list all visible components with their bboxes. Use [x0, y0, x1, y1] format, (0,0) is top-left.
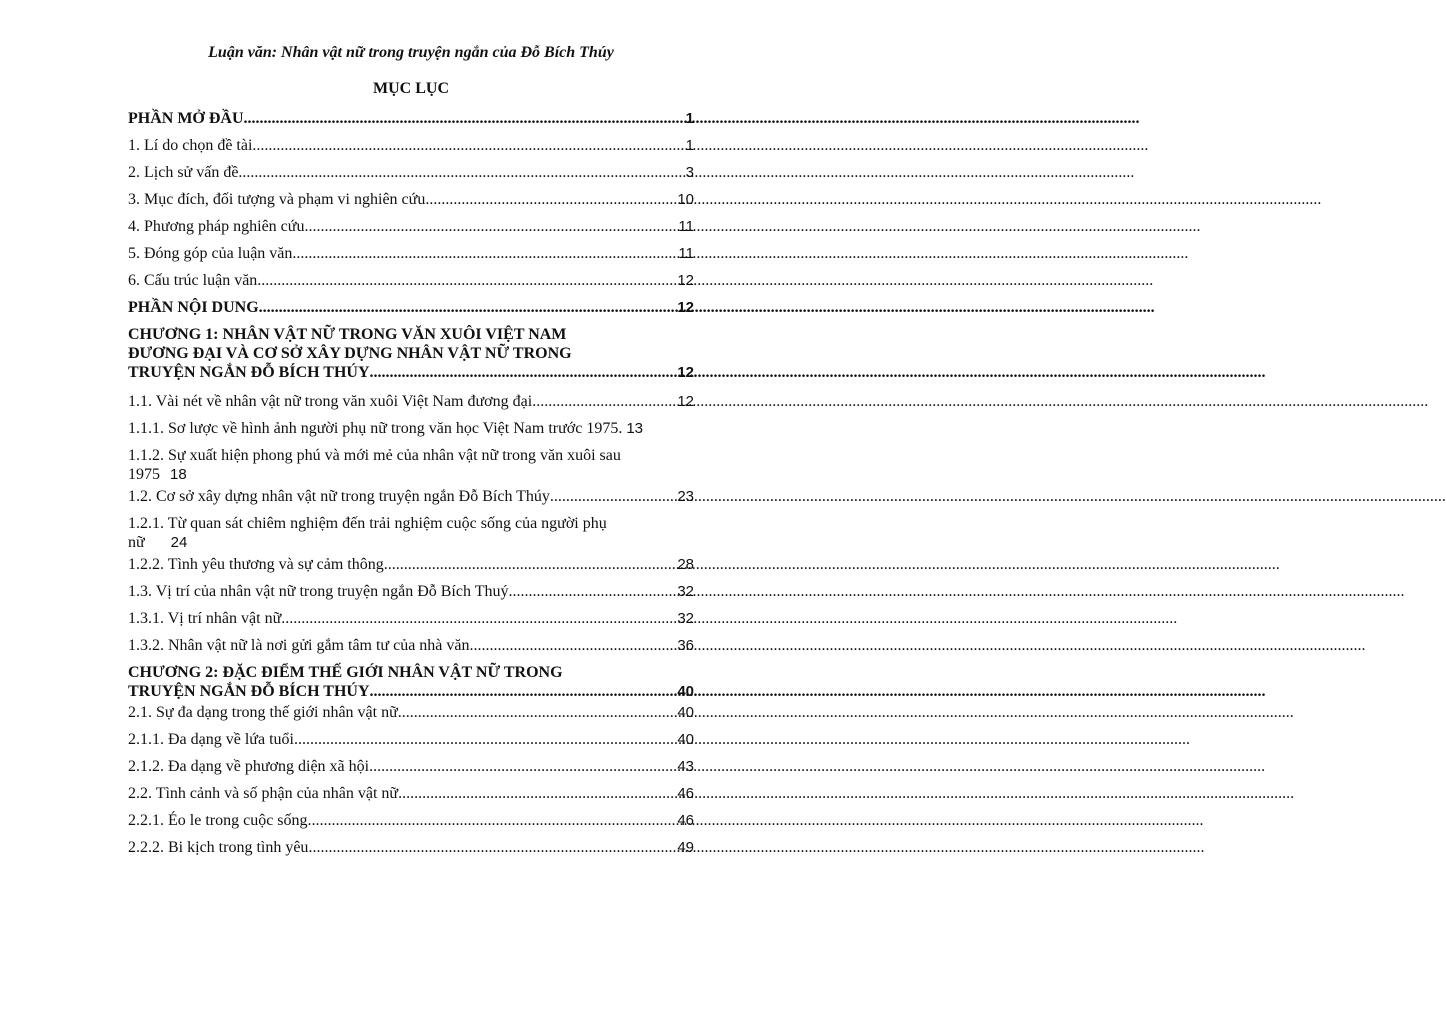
toc-entry-page: 32 — [677, 583, 694, 600]
toc-entry[interactable] — [128, 382, 694, 411]
toc-leader — [252, 136, 685, 155]
toc-entry-page: 49 — [677, 839, 694, 856]
toc-entry-page: 23 — [677, 488, 694, 505]
toc-entry[interactable] — [128, 701, 694, 722]
toc-entry-page: 12 — [677, 272, 694, 289]
toc-entry-text: 1. Lí do chọn đề tài — [128, 137, 253, 154]
toc-entry-text-line1: 1.1.2. Sự xuất hiện phong phú và mới mẻ của nhân vật nữ trong văn xuôi sau — [128, 447, 621, 464]
toc-leader — [508, 582, 677, 601]
toc-entry[interactable] — [128, 484, 694, 506]
toc-entry-text-line2: nữ — [128, 534, 145, 551]
toc-entry-text: 1.3. Vị trí của nhân vật nữ trong truyện ngắn Đỗ Bích Thuý — [128, 583, 509, 600]
toc-entry[interactable] — [128, 128, 694, 155]
toc-entry[interactable] — [128, 101, 694, 128]
toc-entry[interactable] — [128, 290, 694, 317]
toc-leader — [281, 609, 677, 628]
toc-entry[interactable] — [128, 155, 694, 182]
toc-entry-page: 46 — [677, 785, 694, 802]
toc-entry-text: 2.2.1. Éo le trong cuộc sống — [128, 812, 308, 829]
toc-entry-text: 1.2.2. Tình yêu thương và sự cảm thông — [128, 556, 384, 573]
table-of-contents — [128, 101, 694, 857]
toc-entry[interactable] — [128, 601, 694, 628]
toc-entry-page: 11 — [678, 218, 694, 235]
toc-entry-wrapped[interactable] — [128, 514, 694, 552]
toc-entry-text: 1.1.1. Sơ lược về hình ảnh người phụ nữ trong văn học Việt Nam trước 1975. — [128, 420, 623, 437]
toc-entry-page: 3 — [685, 164, 694, 181]
toc-leader — [308, 838, 677, 857]
toc-entry-page: 12 — [677, 299, 694, 316]
toc-entry-page: 13 — [626, 420, 644, 437]
toc-entry-text: 2.2. Tình cảnh và số phận của nhân vật nữ — [128, 785, 399, 802]
toc-leader — [308, 811, 678, 830]
toc-entry-text: 2.1.1. Đa dạng về lứa tuổi — [128, 731, 294, 748]
toc-leader — [398, 784, 677, 803]
toc-entry-text: 2.1.2. Đa dạng về phương diện xã hội — [128, 758, 370, 775]
toc-entry[interactable] — [128, 830, 694, 857]
toc-entry-text-line2: ĐƯƠNG ĐẠI VÀ CƠ SỞ XÂY DỰNG NHÂN VẬT NỮ TRONG — [128, 345, 572, 362]
toc-entry-text: 1.2. Cơ sở xây dựng nhân vật nữ trong truyện ngắn Đỗ Bích Thúy — [128, 488, 550, 505]
toc-entry-text: 2.2.2. Bi kịch trong tình yêu — [128, 839, 309, 856]
toc-entry-page: 1 — [685, 110, 694, 127]
toc-entry[interactable] — [128, 182, 694, 209]
toc-entry[interactable] — [128, 803, 694, 830]
toc-entry-page: 36 — [677, 637, 694, 654]
toc-leader — [292, 244, 678, 263]
toc-entry-text: 6. Cấu trúc luận văn — [128, 272, 258, 289]
toc-entry[interactable] — [128, 263, 694, 290]
toc-leader — [294, 730, 677, 749]
toc-chapter-entry[interactable] — [128, 663, 694, 701]
toc-entry-wrapped[interactable] — [128, 446, 694, 484]
toc-entry-text: 1.3.2. Nhân vật nữ là nơi gửi gắm tâm tư của nhà văn — [128, 637, 470, 654]
toc-leader — [550, 487, 677, 506]
toc-entry-page: 12 — [677, 364, 694, 381]
toc-entry[interactable] — [128, 776, 694, 803]
toc-entry-page: 28 — [677, 556, 694, 573]
toc-leader — [425, 190, 677, 209]
toc-entry-page: 40 — [677, 704, 694, 721]
toc-entry-text-line1: CHƯƠNG 2: ĐẶC ĐIỂM THẾ GIỚI NHÂN VẬT NỮ TRONG — [128, 664, 563, 681]
toc-leader — [370, 363, 678, 382]
toc-entry-text-line1: CHƯƠNG 1: NHÂN VẬT NỮ TRONG VĂN XUÔI VIỆT NAM — [128, 326, 567, 343]
toc-entry[interactable] — [128, 749, 694, 776]
toc-entry-text: 3. Mục đích, đối tượng và phạm vi nghiên cứu — [128, 191, 426, 208]
toc-entry[interactable] — [128, 236, 694, 263]
toc-entry[interactable] — [128, 411, 694, 438]
toc-leader — [384, 555, 678, 574]
toc-leader — [370, 682, 678, 701]
toc-leader — [398, 703, 678, 722]
toc-entry-text: PHẦN MỞ ĐẦU — [128, 110, 244, 127]
toc-entry-page: 46 — [677, 812, 694, 829]
toc-leader — [244, 109, 686, 128]
toc-entry-page: 18 — [170, 466, 187, 483]
toc-entry-text: PHẦN NỘI DUNG — [128, 299, 259, 316]
toc-entry[interactable] — [128, 722, 694, 749]
toc-entry-page: 11 — [678, 245, 694, 262]
toc-entry-page: 10 — [677, 191, 694, 208]
toc-leader — [257, 271, 677, 290]
toc-chapter-entry[interactable] — [128, 325, 694, 382]
toc-entry-text: 4. Phương pháp nghiên cứu — [128, 218, 305, 235]
toc-leader — [470, 636, 678, 655]
toc-entry-page: 32 — [677, 610, 694, 627]
toc-entry[interactable] — [128, 574, 694, 601]
toc-leader — [304, 217, 678, 236]
toc-leader — [238, 163, 685, 182]
toc-entry-text: 5. Đóng góp của luận văn — [128, 245, 293, 262]
toc-entry-text: 2. Lịch sử vấn đề — [128, 164, 239, 181]
toc-entry-text-line1: 1.2.1. Từ quan sát chiêm nghiệm đến trải nghiệm cuộc sống của người phụ — [128, 515, 607, 532]
toc-entry-text-line3: TRUYỆN NGẮN ĐỖ BÍCH THÚY — [128, 364, 370, 381]
toc-entry-text-line2: 1975 — [128, 466, 160, 483]
toc-entry-page: 43 — [677, 758, 694, 775]
toc-entry-text-line2: TRUYỆN NGẮN ĐỖ BÍCH THÚY — [128, 683, 370, 700]
toc-entry[interactable] — [128, 209, 694, 236]
toc-leader — [532, 392, 677, 411]
toc-entry-page: 40 — [677, 731, 694, 748]
toc-leader — [369, 757, 677, 776]
toc-entry-page: 12 — [677, 393, 694, 410]
toc-entry-page: 1 — [685, 137, 694, 154]
running-title: Luận văn: Nhân vật nữ trong truyện ngắn của Đỗ Bích Thúy — [208, 44, 614, 61]
toc-leader — [259, 298, 678, 317]
toc-entry-text: 2.1. Sự đa dạng trong thế giới nhân vật nữ — [128, 704, 398, 721]
toc-entry[interactable] — [128, 628, 694, 655]
toc-entry-text: 1.3.1. Vị trí nhân vật nữ — [128, 610, 282, 627]
toc-entry[interactable] — [128, 552, 694, 574]
toc-entry-page: 40 — [677, 683, 694, 700]
toc-entry-page: 24 — [170, 534, 188, 551]
toc-heading: MỤC LỤC — [373, 80, 449, 97]
toc-entry-text: 1.1. Vài nét về nhân vật nữ trong văn xuôi Việt Nam đương đại — [128, 393, 533, 410]
